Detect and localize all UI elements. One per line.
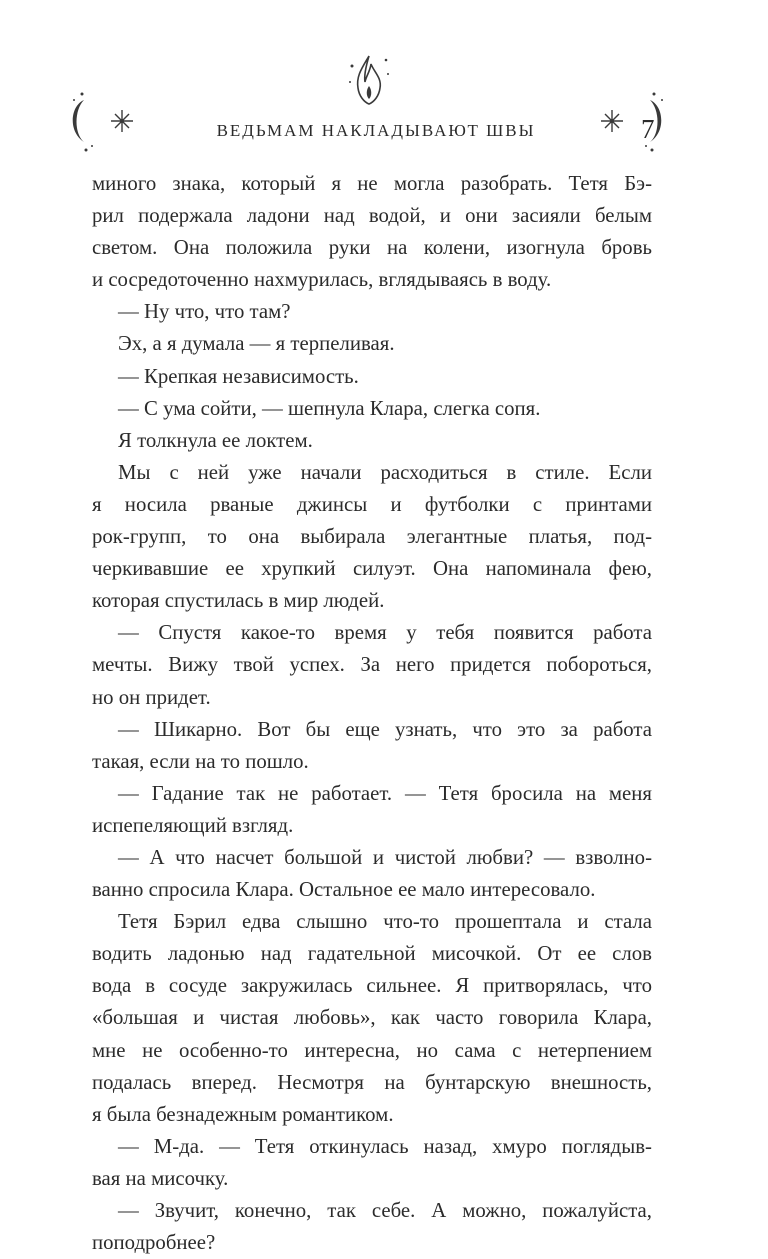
- text-line: черкивавшие ее хрупкий силуэт. Она напоминала фею,: [92, 557, 652, 581]
- running-title: ВЕДЬМАМ НАКЛАДЫВАЮТ ШВЫ: [216, 121, 536, 140]
- text-line: — Спустя какое-то время у тебя появится работа: [118, 621, 652, 645]
- text-line: ванно спросила Клара. Остальное ее мало интересовало.: [92, 878, 596, 902]
- text-line: такая, если на то пошло.: [92, 749, 309, 773]
- text-line: мне не особенно-то интересна, но сама с нетерпением: [92, 1038, 652, 1062]
- text-line: — Шикарно. Вот бы еще узнать, что это за работа: [118, 717, 652, 741]
- flame-icon: [344, 52, 394, 120]
- page-header: [0, 0, 768, 170]
- text-line: поподробнее?: [92, 1231, 216, 1255]
- page-number: 7: [641, 114, 655, 144]
- text-line: Тетя Бэрил едва слышно что-то прошептала и стала: [118, 910, 652, 934]
- text-line: — А что насчет большой и чистой любви? — взволно-: [118, 845, 652, 869]
- text-line: — Ну что, что там?: [118, 300, 291, 324]
- text-line: светом. Она положила руки на колени, изогнула бровь: [92, 236, 652, 260]
- text-line: вая на мисочку.: [92, 1166, 229, 1190]
- text-line: испепеляющий взгляд.: [92, 813, 294, 837]
- text-line: мечты. Вижу твой успех. За него придется побороться,: [92, 653, 652, 677]
- text-line: — Звучит, конечно, так себе. А можно, пожалуйста,: [118, 1199, 652, 1222]
- text-line: вода в сосуде закружилась сильнее. Я притворялась, что: [92, 974, 652, 998]
- text-line: миного знака, который я не могла разобрать. Тетя Бэ-: [92, 172, 652, 195]
- text-line: «большая и чистая любовь», как часто говорила Клара,: [92, 1006, 652, 1030]
- text-line: рил подержала ладони над водой, и они засияли белым: [92, 204, 652, 228]
- moon-star-ornament-left: [60, 88, 150, 158]
- text-line: рок-групп, то она выбирала элегантные платья, под-: [92, 525, 652, 549]
- body-text: [92, 168, 652, 1259]
- text-line: подалась вперед. Несмотря на бунтарскую внешность,: [92, 1070, 652, 1094]
- text-line: но он придет.: [92, 685, 211, 709]
- text-line: — Крепкая независимость.: [118, 364, 359, 388]
- text-line: — М-да. — Тетя откинулась назад, хмуро поглядыв-: [118, 1134, 652, 1158]
- text-line: — Гадание так не работает. — Тетя бросила на меня: [118, 781, 652, 805]
- text-line: — С ума сойти, — шепнула Клара, слегка сопя.: [118, 396, 541, 420]
- text-line: Я толкнула ее локтем.: [118, 428, 313, 452]
- text-line: водить ладонью над гадательной мисочкой. От ее слов: [92, 942, 652, 966]
- text-line: Эх, а я думала — я терпеливая.: [118, 332, 395, 356]
- text-line: Мы с ней уже начали расходиться в стиле. Если: [118, 460, 652, 484]
- text-line: которая спустилась в мир людей.: [92, 589, 385, 613]
- text-line: и сосредоточенно нахмурилась, вглядываясь в воду.: [92, 268, 552, 292]
- text-line: я носила рваные джинсы и футболки с принтами: [92, 492, 652, 516]
- text-line: я была безнадежным романтиком.: [92, 1102, 394, 1126]
